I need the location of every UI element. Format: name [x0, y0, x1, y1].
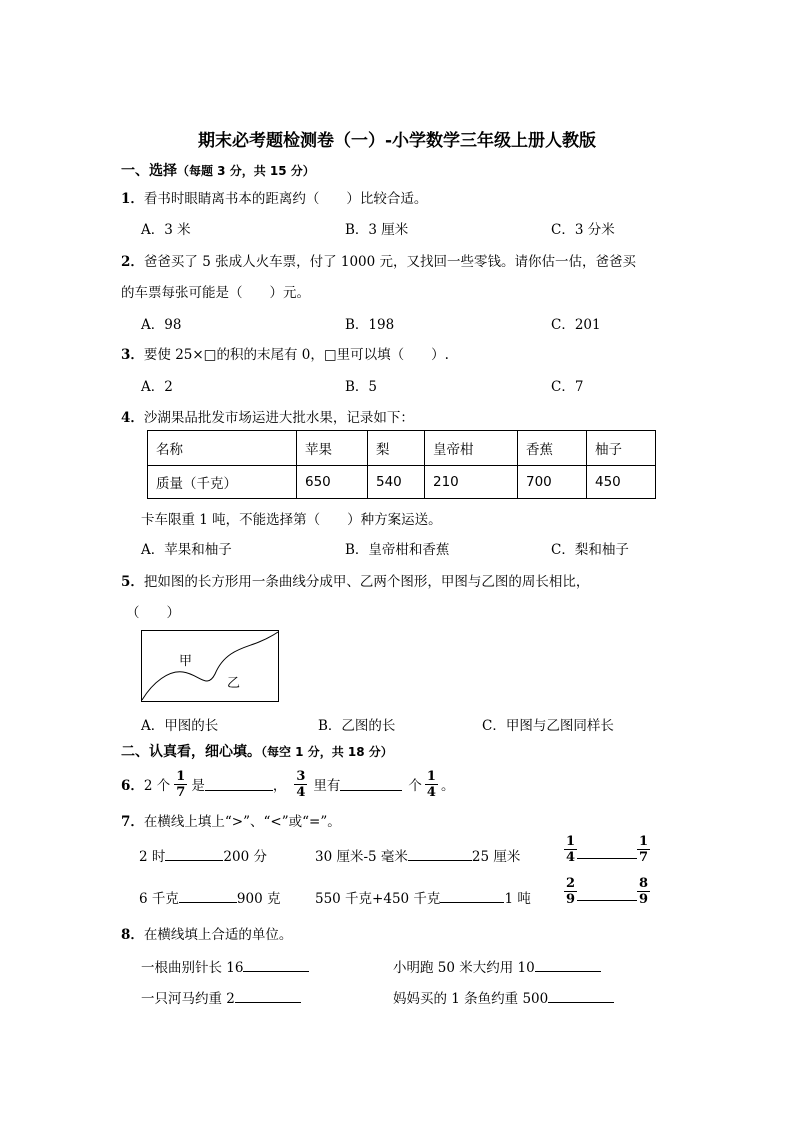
q2-option-b: B．198 [345, 317, 395, 333]
answer-blank[interactable] [205, 778, 273, 791]
item-text: 小明跑 50 米大约用 10 [393, 960, 535, 976]
denominator: 7 [176, 784, 186, 800]
question-text: 看书时眼睛离书本的距离约（ ）比较合适。 [143, 191, 428, 207]
table-cell: 700 [518, 466, 587, 499]
question-4-note: 卡车限重 1 吨，不能选择第（ ）种方案运送。 [141, 512, 442, 528]
fraction [637, 876, 650, 907]
question-7 [121, 810, 341, 830]
q7-item-1b [315, 845, 520, 865]
numerator: 3 [296, 768, 306, 784]
denominator: 4 [296, 784, 306, 800]
q6-text: 个 [408, 778, 422, 794]
q8-item-4 [393, 987, 614, 1007]
left-value: 6 千克 [139, 891, 179, 907]
item-text: 一根曲别针长 16 [141, 960, 244, 976]
question-4 [121, 406, 414, 426]
q1-option-a: A．3 米 [141, 222, 191, 238]
answer-blank[interactable] [340, 778, 402, 791]
answer-blank[interactable] [235, 990, 301, 1003]
question-6 [121, 764, 454, 804]
question-number: 8． [121, 927, 144, 943]
question-3 [121, 343, 449, 363]
answer-blank[interactable] [243, 959, 309, 972]
question-text: 在横线上填上“>”、“<”或“=”。 [143, 814, 341, 830]
question-number: 1． [121, 191, 144, 207]
q7-item-1a [139, 845, 267, 865]
table-cell: 名称 [148, 431, 297, 466]
question-text-line1: 把如图的长方形用一条曲线分成甲、乙两个图形，甲图与乙图的周长相比， [143, 574, 590, 590]
numerator: 1 [426, 768, 436, 784]
answer-blank[interactable] [179, 890, 237, 903]
question-number: 5． [121, 574, 144, 590]
item-text: 一只河马约重 2 [141, 991, 235, 1007]
q7-item-1c [564, 834, 650, 865]
fraction [425, 769, 438, 800]
table-cell: 梨 [368, 431, 425, 466]
answer-blank[interactable] [440, 890, 504, 903]
figure-label-yi: 乙 [227, 676, 241, 691]
numerator: 8 [639, 876, 649, 891]
table-cell: 皇帝柑 [425, 431, 518, 466]
q3-option-a: A．2 [141, 379, 173, 395]
table-row [148, 466, 656, 499]
question-5 [121, 570, 589, 590]
section-1-note: （每题 3 分，共 15 分） [177, 164, 315, 178]
left-value: 30 厘米-5 毫米 [315, 849, 408, 865]
question-number: 7． [121, 814, 144, 830]
table-cell: 质量（千克） [148, 466, 297, 499]
q8-item-3 [141, 987, 301, 1007]
q4-option-c: C．梨和柚子 [551, 542, 629, 558]
section-2-heading [121, 741, 393, 761]
question-text: 沙湖果品批发市场运进大批水果，记录如下： [143, 410, 414, 426]
question-1 [121, 187, 427, 207]
table-cell: 540 [368, 466, 425, 499]
dividing-curve [142, 632, 278, 700]
q3-option-c: C．7 [551, 379, 584, 395]
question-2-line2: 的车票每张可能是（ ）元。 [121, 285, 310, 301]
denominator: 4 [566, 850, 576, 865]
section-2-title: 二、认真看，细心填。 [121, 744, 261, 760]
fraction [564, 876, 577, 907]
table-cell: 香蕉 [518, 431, 587, 466]
right-value: 1 吨 [504, 891, 531, 907]
q2-option-c: C．201 [551, 317, 601, 333]
table-cell: 柚子 [587, 431, 656, 466]
numerator: 1 [639, 834, 649, 849]
table-cell: 450 [587, 466, 656, 499]
numerator: 1 [176, 768, 186, 784]
q4-option-a: A．苹果和柚子 [141, 542, 232, 558]
q6-text: 。 [440, 778, 455, 794]
answer-blank[interactable] [577, 899, 637, 901]
denominator: 4 [426, 784, 436, 800]
fruit-weight-table [147, 430, 656, 499]
left-value: 550 千克+450 千克 [315, 891, 441, 907]
question-number: 4． [121, 410, 144, 426]
denominator: 9 [566, 892, 576, 907]
answer-blank[interactable] [165, 848, 223, 861]
q7-item-2c [564, 876, 650, 907]
table-cell: 210 [425, 466, 518, 499]
q3-option-b: B．5 [345, 379, 378, 395]
q8-item-1 [141, 956, 309, 976]
q5-option-a: A．甲图的长 [141, 718, 219, 734]
left-value: 2 时 [139, 849, 166, 865]
question-number: 6． [121, 778, 144, 794]
table-header-row [148, 431, 656, 466]
question-text: 在横线填上合适的单位。 [143, 927, 293, 943]
q6-text: 里有 [313, 778, 341, 794]
question-number: 3． [121, 347, 144, 363]
numerator: 2 [566, 876, 576, 891]
table-cell: 650 [297, 466, 368, 499]
q8-item-2 [393, 956, 601, 976]
q1-option-b: B．3 厘米 [345, 222, 409, 238]
q2-option-a: A．98 [141, 317, 182, 333]
q6-text: 是 [191, 778, 205, 794]
section-2-note: （每空 1 分，共 18 分） [261, 745, 393, 759]
denominator: 9 [639, 892, 649, 907]
question-text-line1: 爸爸买了 5 张成人火车票，付了 1000 元，又找回一些零钱。请你估一估，爸爸买 [143, 254, 637, 270]
question-8 [121, 923, 292, 943]
table-cell: 苹果 [297, 431, 368, 466]
numerator: 1 [566, 834, 576, 849]
figure-label-jia: 甲 [179, 654, 193, 669]
answer-blank[interactable] [548, 990, 614, 1003]
section-1-heading [121, 160, 315, 180]
q5-option-c: C．甲图与乙图同样长 [482, 718, 614, 734]
question-5-line2: （ ） [126, 605, 180, 621]
page-title: 期末必考题检测卷（一）-小学数学三年级上册人教版 [197, 131, 597, 151]
answer-blank[interactable] [577, 857, 637, 859]
question-2 [121, 250, 636, 270]
answer-blank[interactable] [408, 848, 472, 861]
fraction [637, 834, 650, 865]
answer-blank[interactable] [535, 959, 601, 972]
right-value: 900 克 [236, 891, 281, 907]
rectangle-curve-figure [141, 630, 279, 702]
fraction [294, 769, 307, 800]
question-text: 要使 25×□的积的末尾有 0，□里可以填（ ）. [143, 347, 449, 363]
q6-text: ， [272, 778, 287, 794]
right-value: 25 厘米 [471, 849, 521, 865]
q7-item-2b [315, 887, 531, 907]
rectangle-outline [142, 631, 279, 702]
fraction [564, 834, 577, 865]
q7-item-2a [139, 887, 280, 907]
right-value: 200 分 [223, 849, 267, 865]
denominator: 7 [639, 850, 649, 865]
q4-option-b: B．皇帝柑和香蕉 [345, 542, 450, 558]
q1-option-c: C．3 分米 [551, 222, 615, 238]
q5-option-b: B．乙图的长 [318, 718, 396, 734]
item-text: 妈妈买的 1 条鱼约重 500 [393, 991, 549, 1007]
section-1-title: 一、选择 [121, 163, 177, 179]
question-number: 2． [121, 254, 144, 270]
q6-text: 2 个 [143, 778, 171, 794]
fraction [174, 769, 187, 800]
